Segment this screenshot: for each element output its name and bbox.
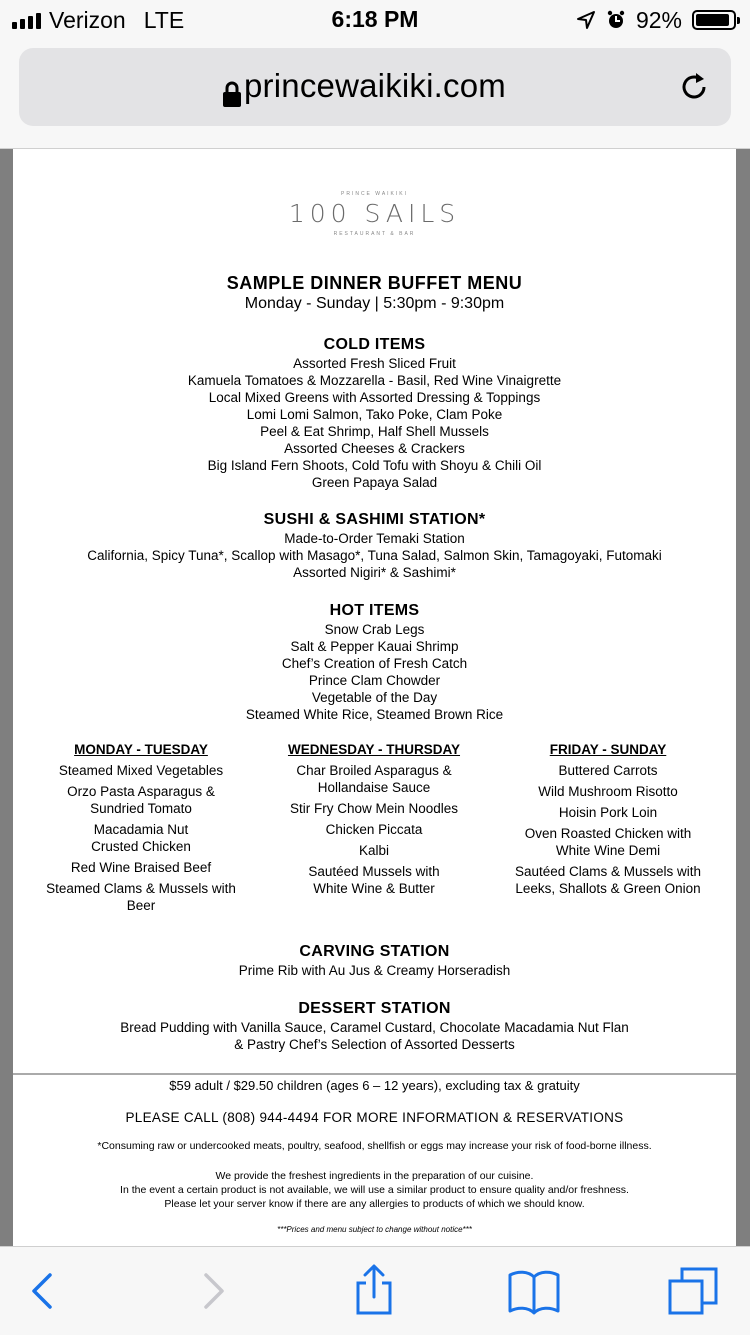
day-dish: Macadamia Nut Crusted Chicken	[91, 822, 191, 854]
menu-document	[13, 149, 736, 1246]
url-text[interactable]: princewaikiki.com	[244, 67, 506, 104]
address-bar[interactable]	[19, 48, 731, 126]
cold-items-section	[13, 335, 736, 491]
day-dish: Oven Roasted Chicken with White Wine Demi	[524, 826, 692, 858]
day-dish: Steamed Clams & Mussels with Beer	[46, 881, 236, 913]
web-content[interactable]	[0, 149, 750, 1246]
menu-item: Peel & Eat Shrimp, Half Shell Mussels	[260, 424, 489, 439]
carrier-label: Verizon	[49, 6, 126, 33]
dessert-section	[13, 999, 736, 1053]
menu-item: Prime Rib with Au Jus & Creamy Horseradish	[238, 963, 511, 978]
day-heading: FRIDAY - SUNDAY	[549, 742, 667, 757]
status-right	[576, 6, 736, 34]
day-heading: MONDAY - TUESDAY	[74, 742, 208, 757]
battery-fill	[696, 14, 729, 26]
day-dish: Buttered Carrots	[558, 763, 658, 778]
hot-items-section	[13, 601, 736, 723]
menu-item: Chef’s Creation of Fresh Catch	[281, 656, 468, 671]
location-icon	[576, 10, 596, 30]
menu-item: California, Spicy Tuna*, Scallop with Masago*, Tuna Salad, Salmon Skin, Tamagoyaki, Futomaki	[87, 548, 662, 563]
day-column-wed-thu	[254, 741, 494, 901]
logo-tagline-top: PRINCE WAIKIKI	[341, 191, 408, 197]
menu-title: SAMPLE DINNER BUFFET MENU	[226, 273, 523, 293]
share-icon[interactable]	[344, 1261, 404, 1321]
battery-percent: 92%	[635, 6, 682, 33]
tabs-icon[interactable]	[664, 1261, 724, 1321]
carving-heading: CARVING STATION	[299, 943, 450, 960]
disclaimer: ***Prices and menu subject to change without notice***	[277, 1225, 472, 1234]
hot-items-heading: HOT ITEMS	[329, 602, 420, 619]
network-label: LTE	[143, 6, 185, 33]
price-line: $59 adult / $29.50 children (ages 6 – 12 years), excluding tax & gratuity	[169, 1078, 580, 1093]
menu-item: Bread Pudding with Vanilla Sauce, Caramel Custard, Chocolate Macadamia Nut Flan	[120, 1020, 629, 1035]
day-dish: Wild Mushroom Risotto	[538, 784, 678, 799]
back-icon[interactable]	[14, 1261, 74, 1321]
dessert-heading: DESSERT STATION	[298, 1000, 451, 1017]
menu-item: Vegetable of the Day	[311, 690, 438, 705]
day-dish: Kalbi	[358, 843, 390, 858]
alarm-icon	[606, 10, 626, 30]
menu-item: Salt & Pepper Kauai Shrimp	[290, 639, 459, 654]
day-column-mon-tue	[21, 741, 261, 918]
footer-note-line: We provide the freshest ingredients in the preparation of our cuisine.	[215, 1170, 534, 1182]
menu-item: Big Island Fern Shoots, Cold Tofu with Shoyu & Chili Oil	[207, 458, 542, 473]
menu-item: Made-to-Order Temaki Station	[284, 531, 465, 546]
status-time: 6:18 PM	[331, 6, 419, 32]
menu-item: Local Mixed Greens with Assorted Dressing & Toppings	[208, 390, 541, 405]
day-dish: Chicken Piccata	[325, 822, 423, 837]
health-warning: *Consuming raw or undercooked meats, poultry, seafood, shellfish or eggs may increase your risk of food-borne illness.	[97, 1140, 652, 1152]
logo-name: 100 SAILS	[288, 199, 461, 228]
menu-item: Green Papaya Salad	[311, 475, 438, 490]
sushi-section	[13, 510, 736, 581]
day-dish: Char Broiled Asparagus & Hollandaise Sauce	[296, 763, 452, 795]
browser-toolbar	[0, 1246, 750, 1335]
call-line: PLEASE CALL (808) 944-4494 FOR MORE INFORMATION & RESERVATIONS	[125, 1110, 624, 1125]
footer-note-line: Please let your server know if there are any allergies to products of which we should know.	[164, 1198, 585, 1210]
logo-tagline-bottom: RESTAURANT & BAR	[333, 231, 416, 237]
menu-item: Steamed White Rice, Steamed Brown Rice	[245, 707, 504, 722]
day-dish: Red Wine Braised Beef	[70, 860, 212, 875]
menu-item: Kamuela Tomatoes & Mozzarella - Basil, Red Wine Vinaigrette	[187, 373, 562, 388]
day-dish: Steamed Mixed Vegetables	[58, 763, 224, 778]
day-dish: Sautéed Clams & Mussels with Leeks, Shallots & Green Onion	[514, 864, 702, 896]
carving-section	[13, 942, 736, 979]
forward-icon[interactable]	[182, 1261, 242, 1321]
browser-header	[0, 40, 750, 149]
menu-hours: Monday - Sunday | 5:30pm - 9:30pm	[244, 295, 505, 312]
day-dish: Sautéed Mussels with White Wine & Butter	[308, 864, 440, 896]
menu-item: Assorted Nigiri* & Sashimi*	[293, 565, 456, 580]
menu-item: Assorted Cheeses & Crackers	[284, 441, 465, 456]
restaurant-logo	[13, 191, 736, 237]
day-dish: Hoisin Pork Loin	[558, 805, 658, 820]
day-dish: Orzo Pasta Asparagus & Sundried Tomato	[67, 784, 215, 816]
menu-item: Lomi Lomi Salmon, Tako Poke, Clam Poke	[246, 407, 503, 422]
status-bar	[0, 0, 750, 40]
menu-item: Snow Crab Legs	[324, 622, 425, 637]
day-heading: WEDNESDAY - THURSDAY	[287, 742, 461, 757]
cold-items-heading: COLD ITEMS	[323, 336, 426, 353]
day-dish: Stir Fry Chow Mein Noodles	[289, 801, 459, 816]
menu-item: & Pastry Chef’s Selection of Assorted Desserts	[234, 1037, 515, 1052]
day-column-fri-sun	[488, 741, 728, 901]
reload-icon[interactable]	[677, 70, 711, 104]
battery-icon	[692, 10, 736, 30]
footer-note-line: In the event a certain product is not available, we will use a similar product to ensure quality and/or freshness.	[120, 1184, 629, 1196]
menu-item: Assorted Fresh Sliced Fruit	[293, 356, 456, 371]
menu-item: Prince Clam Chowder	[308, 673, 441, 688]
bookmarks-icon[interactable]	[504, 1261, 564, 1321]
sushi-heading: SUSHI & SASHIMI STATION*	[263, 511, 486, 528]
footer-note	[13, 1169, 736, 1211]
footer-divider	[13, 1073, 736, 1075]
